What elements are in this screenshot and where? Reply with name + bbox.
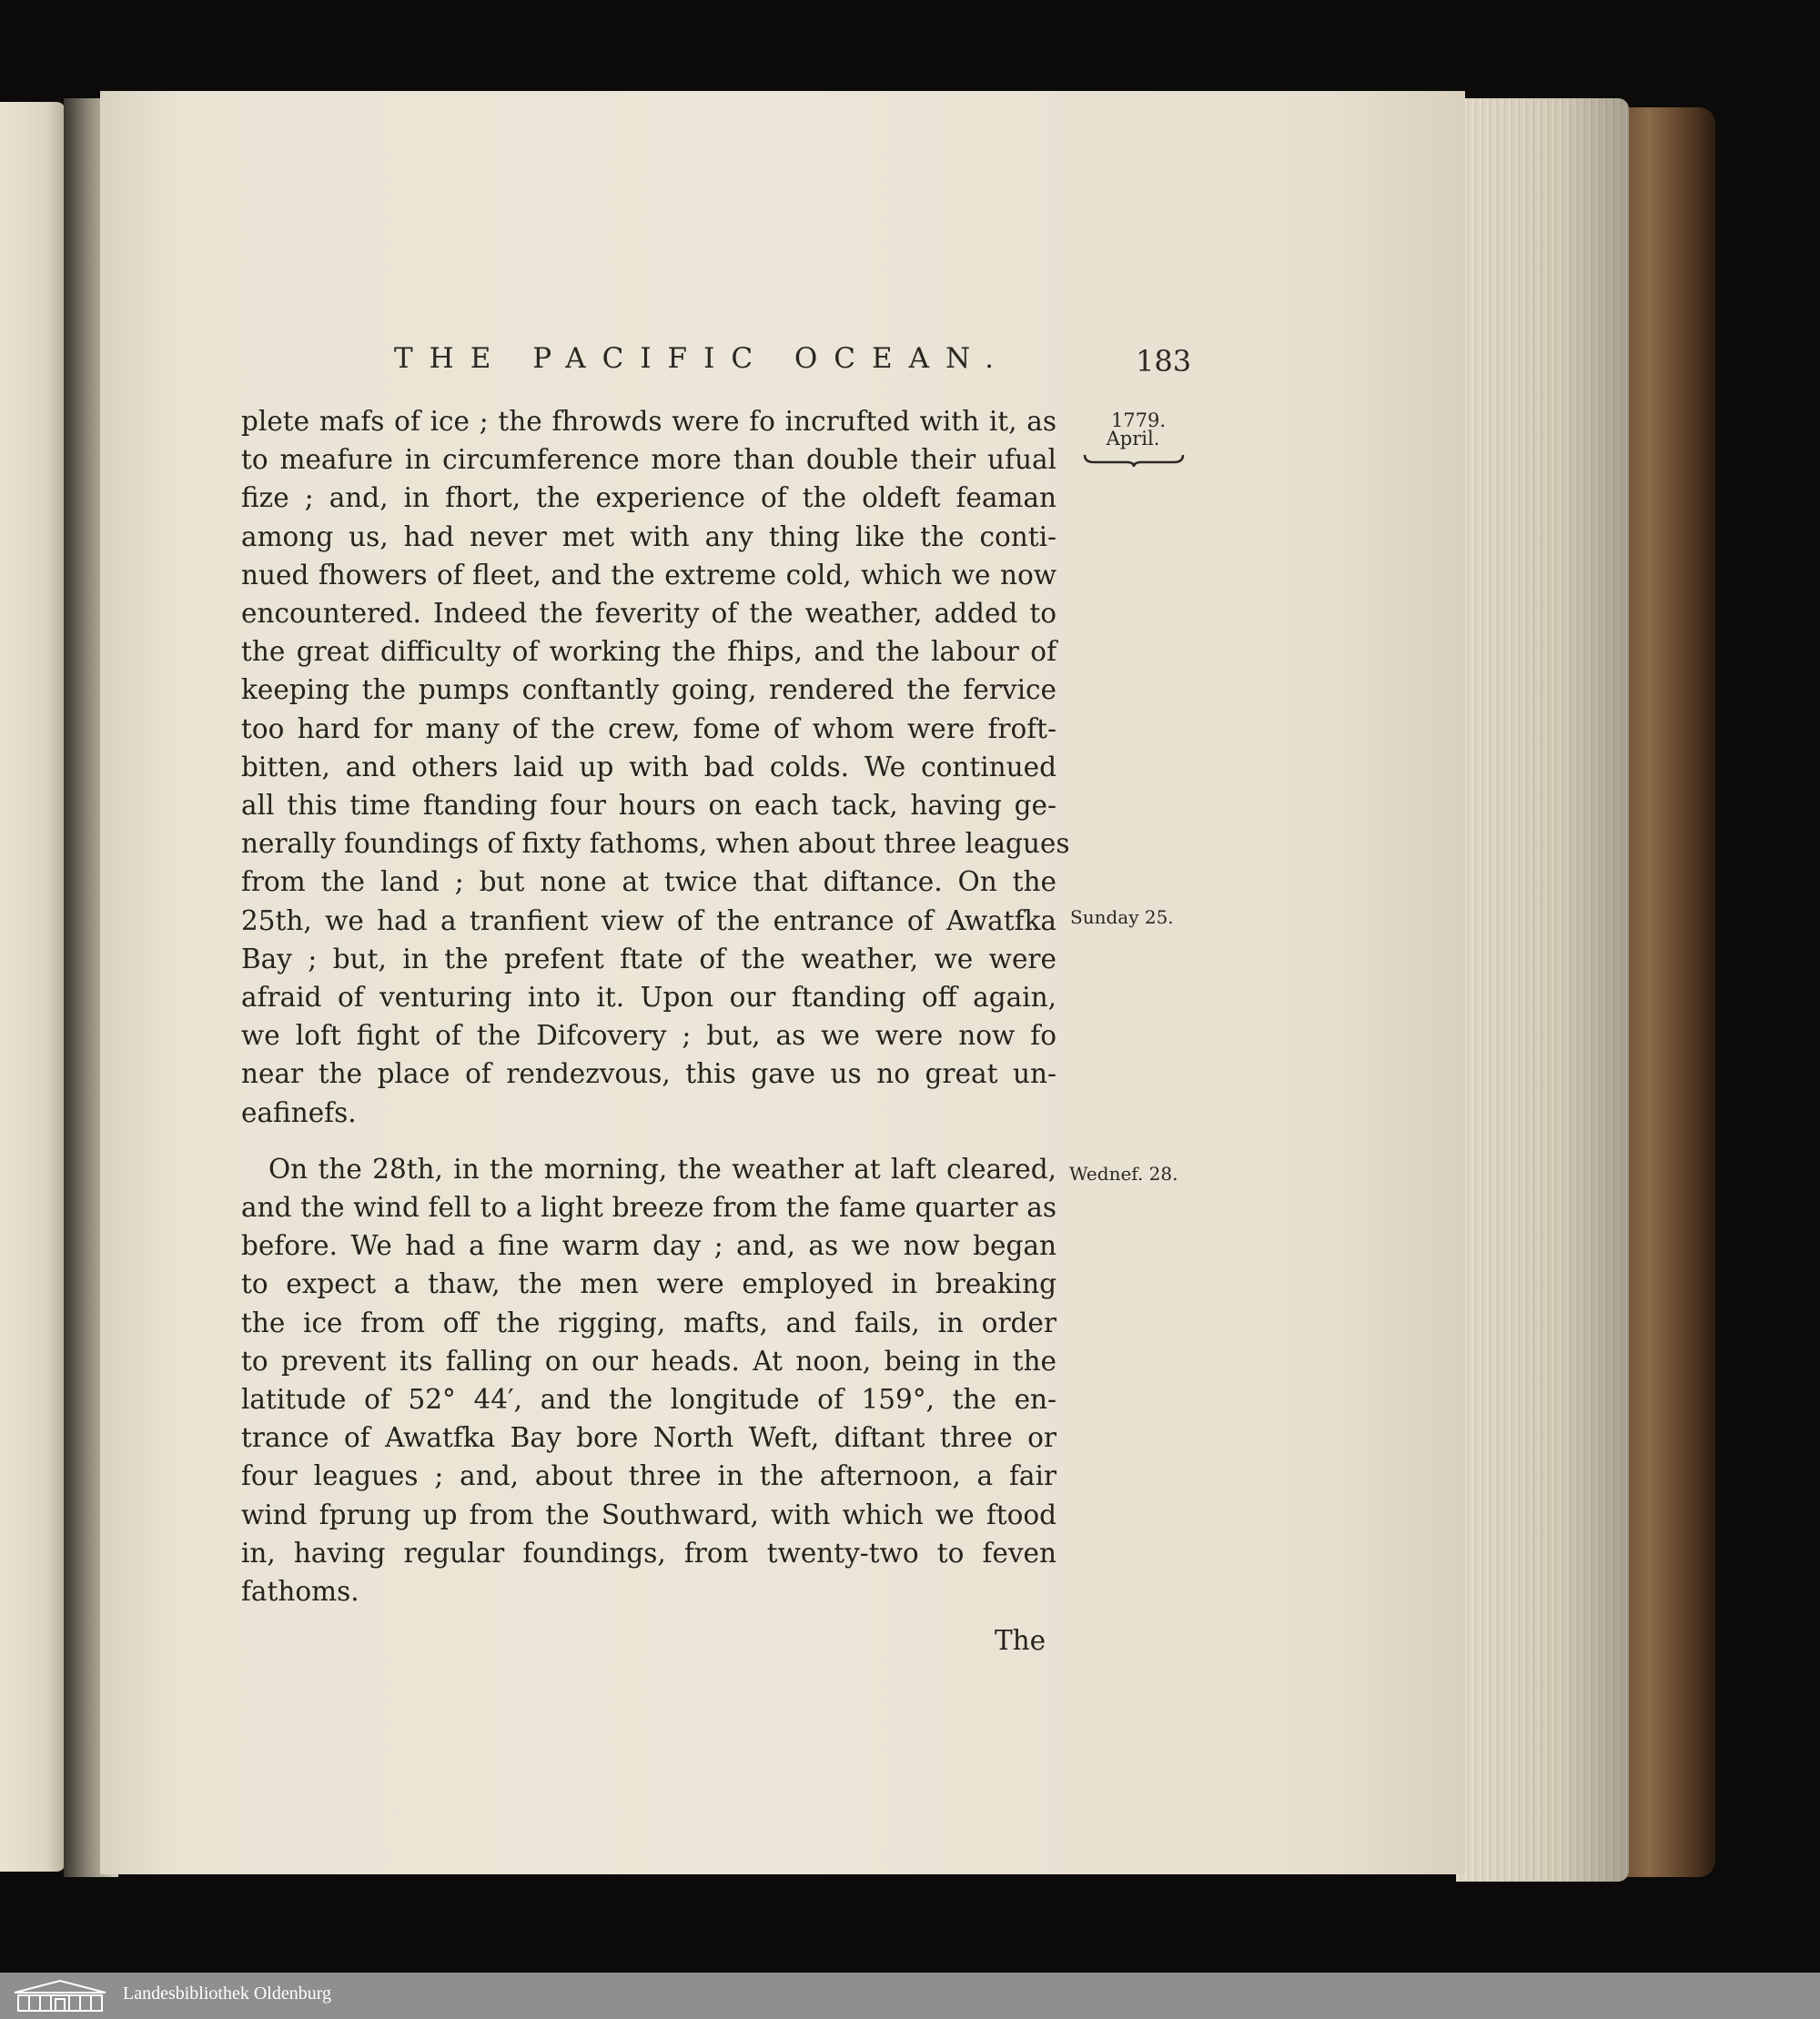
text-line: four leagues ; and, about three in the afternoon, a fair bbox=[241, 1460, 1057, 1492]
text-line: fathoms. bbox=[241, 1576, 359, 1608]
margin-note-sunday: Sunday 25. bbox=[1070, 906, 1174, 928]
footer-library-name: Landesbibliothek Oldenburg bbox=[123, 1984, 332, 2004]
text-line: On the 28th, in the morning, the weather at laft cleared, bbox=[268, 1153, 1057, 1185]
text-line: before. We had a fine warm day ; and, as we now began bbox=[241, 1230, 1057, 1262]
left-page-edge bbox=[0, 102, 66, 1872]
text-line: trance of Awatfka Bay bore North Weft, diftant three or bbox=[241, 1422, 1057, 1454]
text-line: too hard for many of the crew, fome of whom were froft- bbox=[241, 712, 1057, 744]
text-line: among us, had never met with any thing like the conti- bbox=[241, 520, 1057, 552]
text-line: 25th, we had a tranfient view of the entrance of Awatfka bbox=[241, 904, 1057, 936]
text-line: Bay ; but, in the prefent ftate of the weather, we were bbox=[241, 943, 1057, 974]
text-line: wind fprung up from the Southward, with which we ftood bbox=[241, 1499, 1057, 1530]
text-line: encountered. Indeed the feverity of the weather, added to bbox=[241, 598, 1057, 630]
page-number: 183 bbox=[1136, 344, 1192, 379]
page-edges-shade bbox=[1456, 98, 1629, 1882]
text-line: all this time ftanding four hours on each tack, having ge- bbox=[241, 790, 1057, 822]
text-line: plete mafs of ice ; the fhrowds were fo incrufted with it, as bbox=[241, 406, 1057, 437]
text-line: bitten, and others laid up with bad colds. We continued bbox=[241, 751, 1057, 782]
footer-bar bbox=[0, 1973, 1820, 2019]
text-line: nued fhowers of fleet, and the extreme cold, which we now bbox=[241, 559, 1057, 591]
text-line: keeping the pumps conftantly going, rendered the fervice bbox=[241, 674, 1057, 706]
text-line: afraid of venturing into it. Upon our ftanding off again, bbox=[241, 982, 1057, 1014]
text-line: to prevent its falling on our heads. At noon, being in the bbox=[241, 1345, 1057, 1377]
paragraph-2 bbox=[241, 1150, 1057, 1610]
text-line: near the place of rendezvous, this gave us no great un- bbox=[241, 1058, 1057, 1090]
text-line: the ice from off the rigging, mafts, and fails, in order bbox=[241, 1307, 1057, 1338]
margin-brace-icon bbox=[1083, 453, 1185, 468]
text-line: nerally foundings of fixty fathoms, when about three leagues bbox=[241, 828, 1070, 860]
text-line: latitude of 52° 44′, and the longitude of 159°, the en- bbox=[241, 1384, 1057, 1416]
library-building-icon bbox=[11, 1978, 109, 2014]
text-line: eafinefs. bbox=[241, 1096, 357, 1128]
paragraph-1 bbox=[241, 402, 1070, 1132]
text-line: the great difficulty of working the fhips, and the labour of bbox=[241, 636, 1057, 668]
running-head: THE PACIFIC OCEAN. bbox=[394, 342, 1011, 375]
margin-note-wednes: Wednef. 28. bbox=[1069, 1163, 1178, 1185]
text-line: to expect a thaw, the men were employed in breaking bbox=[241, 1268, 1057, 1300]
text-line: and the wind fell to a light breeze from the fame quarter as bbox=[241, 1192, 1057, 1224]
text-line: in, having regular foundings, from twenty-two to feven bbox=[241, 1537, 1057, 1569]
book-cover bbox=[1620, 107, 1715, 1877]
text-line: to meafure in circumference more than double their ufual bbox=[241, 444, 1057, 476]
body-text bbox=[241, 402, 1070, 1610]
text-line: fize ; and, in fhort, the experience of the oldeft feaman bbox=[241, 482, 1057, 514]
margin-month: April. bbox=[1106, 428, 1160, 449]
text-line: we loft fight of the Difcovery ; but, as we were now fo bbox=[241, 1020, 1057, 1052]
margin-year: 1779. bbox=[1110, 409, 1167, 431]
text-line: from the land ; but none at twice that diftance. On the bbox=[241, 866, 1057, 898]
catchword: The bbox=[995, 1625, 1046, 1656]
